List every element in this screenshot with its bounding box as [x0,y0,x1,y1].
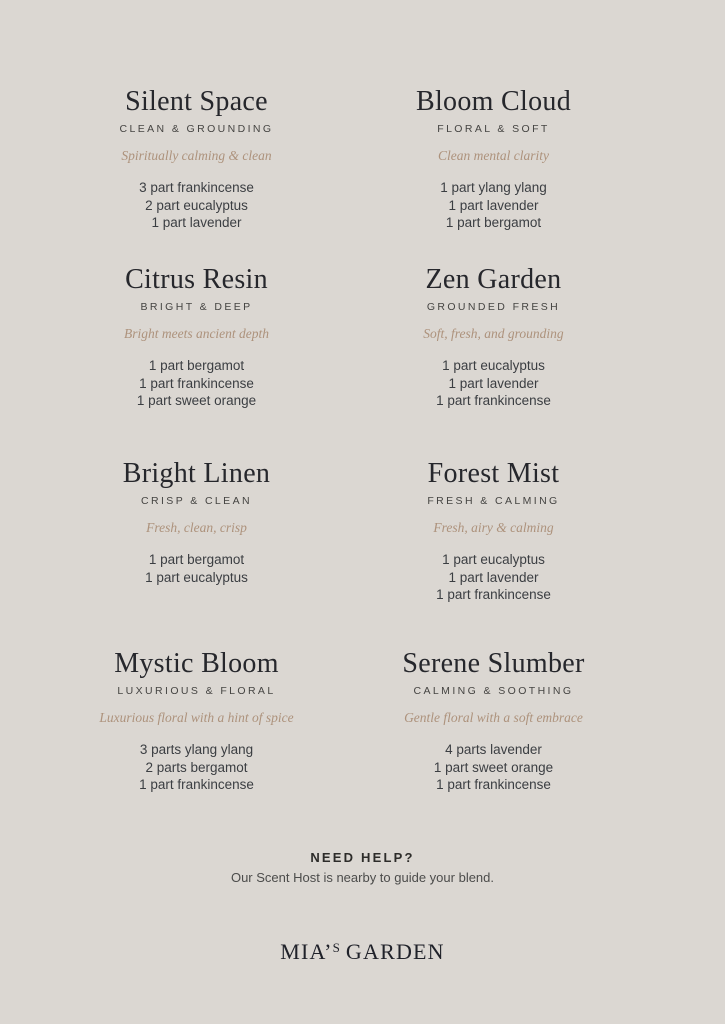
blend-title: Silent Space [125,86,268,117]
ingredient-line: 1 part bergamot [445,215,542,231]
blend-subtitle: FRESH & CALMING [427,495,560,508]
ingredient-line: 1 part ylang ylang [440,180,547,196]
blend-title: Forest Mist [427,458,560,489]
blend-subtitle: FLORAL & SOFT [437,123,550,136]
ingredient-line: 1 part frankincense [139,375,254,391]
blend-tagline: Clean mental clarity [438,148,549,164]
help-text: Our Scent Host is nearby to guide your blend. [230,870,495,885]
ingredient-line: 1 part lavender [448,375,539,391]
ingredient-line: 1 part frankincense [436,777,551,793]
ingredient-line: 2 parts bergamot [145,759,248,775]
blend-title: Citrus Resin [125,264,268,295]
blend-card-citrus-resin [48,264,345,458]
blend-ingredients [345,741,642,794]
help-title: NEED HELP? [310,850,415,865]
blend-card-forest-mist [345,458,642,648]
brand-name-main: MIA’ [280,939,333,964]
brand-name-superscript: S [332,940,341,955]
blend-card-zen-garden [345,264,642,458]
ingredient-line: 3 part frankincense [139,180,254,196]
blend-tagline: Soft, fresh, and grounding [423,326,564,342]
blend-subtitle: LUXURIOUS & FLORAL [117,685,276,698]
blend-title: Zen Garden [425,264,562,295]
blend-subtitle: CALMING & SOOTHING [413,685,574,698]
blend-card-bloom-cloud [345,86,642,264]
blend-card-bright-linen [48,458,345,648]
blend-grid [48,86,642,794]
ingredient-line: 1 part lavender [448,197,539,213]
ingredient-line: 1 part frankincense [436,393,551,409]
blend-title: Bright Linen [122,458,271,489]
ingredient-line: 1 part eucalyptus [442,358,545,374]
blend-card-silent-space [48,86,345,264]
ingredient-line: 1 part lavender [151,215,242,231]
ingredient-line: 2 part eucalyptus [145,197,248,213]
ingredient-line: 1 part frankincense [139,777,254,793]
blend-tagline: Fresh, airy & calming [433,520,554,536]
blend-subtitle: CLEAN & GROUNDING [119,123,274,136]
ingredient-line: 1 part lavender [448,569,539,585]
blend-title: Mystic Bloom [114,648,279,679]
ingredient-line: 3 parts ylang ylang [139,742,254,758]
blend-tagline: Gentle floral with a soft embrace [404,710,583,726]
brand-name-rest: GARDEN [345,939,445,964]
blend-subtitle: BRIGHT & DEEP [140,301,253,314]
ingredient-line: 1 part frankincense [436,587,551,603]
blend-title: Bloom Cloud [416,86,571,117]
blend-card-mystic-bloom [48,648,345,794]
blend-ingredients [345,179,642,232]
ingredient-line: 1 part bergamot [148,358,245,374]
blend-card-serene-slumber [345,648,642,794]
ingredient-line: 4 parts lavender [445,742,542,758]
ingredient-line: 1 part eucalyptus [442,552,545,568]
blend-ingredients [345,357,642,410]
blend-ingredients [48,179,345,232]
blend-tagline: Bright meets ancient depth [123,326,270,342]
ingredient-line: 1 part sweet orange [433,759,554,775]
blend-subtitle: GROUNDED FRESH [426,301,561,314]
blend-ingredients [48,741,345,794]
blend-ingredients [48,551,345,586]
blend-subtitle: CRISP & CLEAN [141,495,252,508]
blend-ingredients [345,551,642,604]
blend-tagline: Fresh, clean, crisp [146,520,247,536]
ingredient-line: 1 part bergamot [148,552,245,568]
blend-ingredients [48,357,345,410]
help-section [0,850,725,885]
blend-tagline: Spiritually calming & clean [121,148,272,164]
blend-tagline: Luxurious floral with a hint of spice [99,710,294,726]
brand-logo [0,939,725,965]
blend-title: Serene Slumber [402,648,585,679]
ingredient-line: 1 part eucalyptus [145,569,248,585]
ingredient-line: 1 part sweet orange [136,393,257,409]
